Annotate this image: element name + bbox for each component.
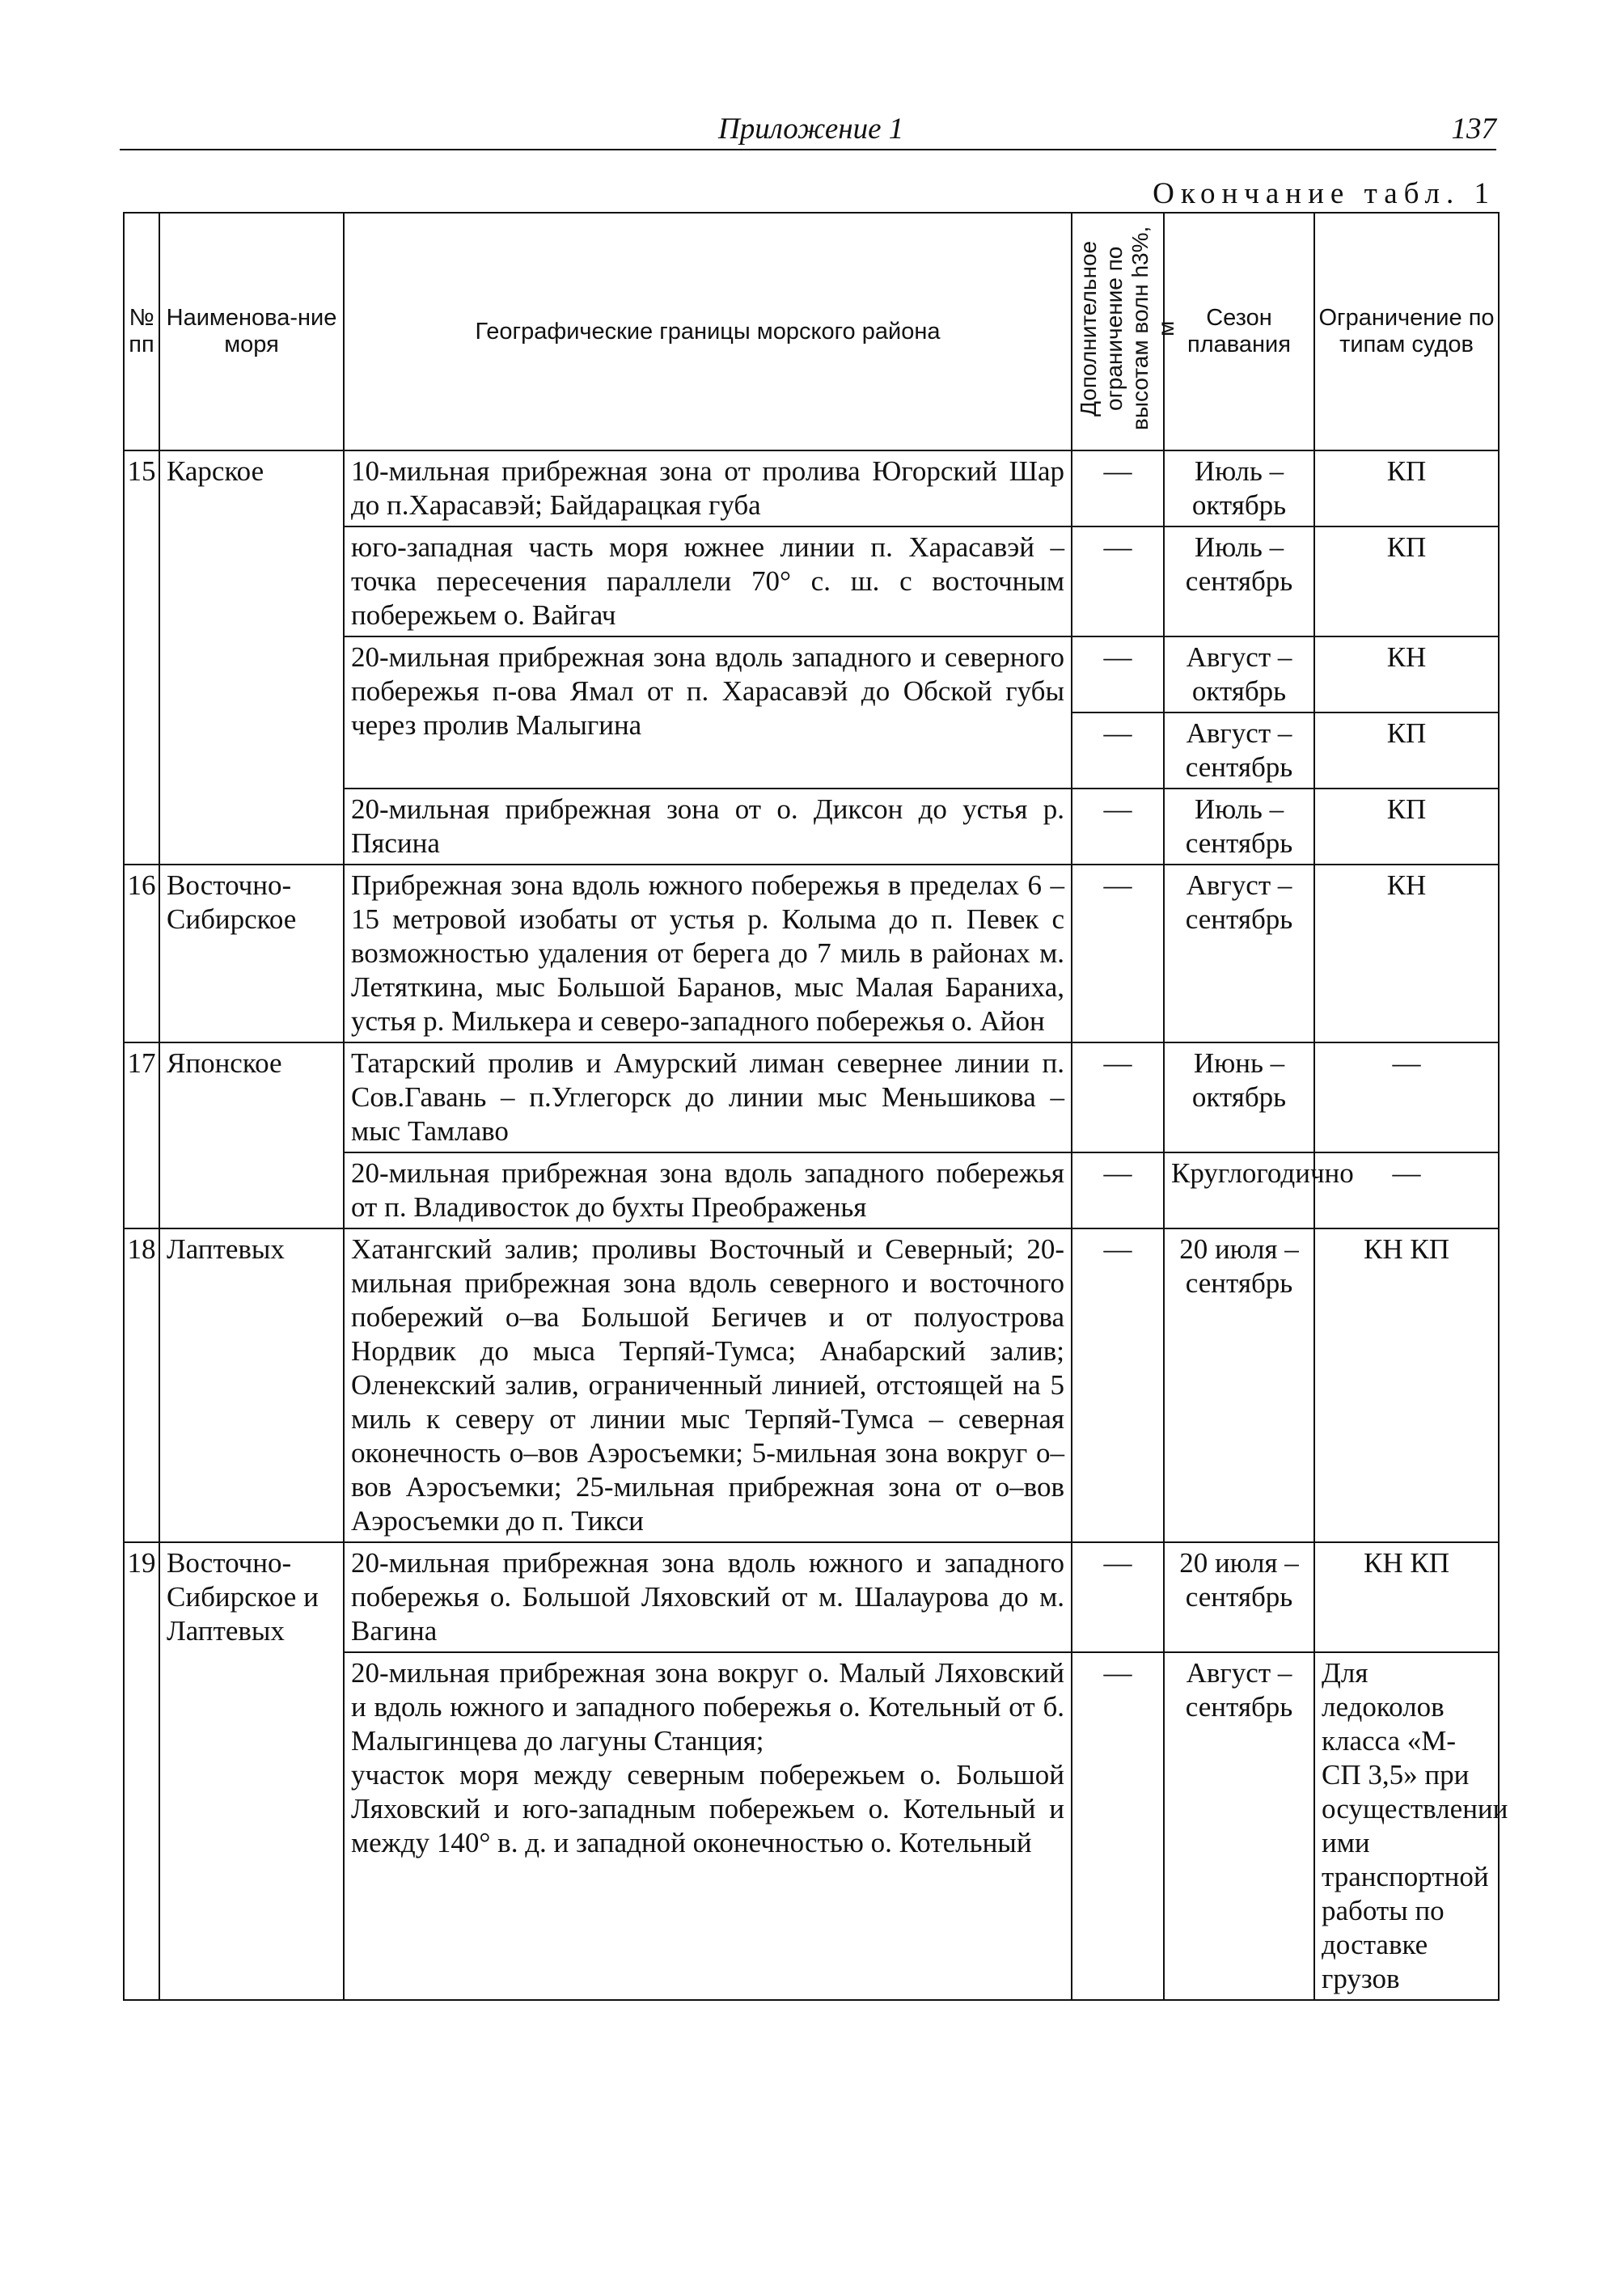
row-extra: — bbox=[1072, 1652, 1164, 2000]
row-extra: — bbox=[1072, 1542, 1164, 1652]
table-row bbox=[124, 1042, 1499, 1152]
row-vessel: КН КП bbox=[1314, 1542, 1499, 1652]
row-bounds: 20-мильная прибрежная зона вдоль южного и западного побережья о. Большой Ляховский от м. Шалаурова до м. Вагина bbox=[344, 1542, 1072, 1652]
row-bounds: 20-мильная прибрежная зона вдоль западного побережья от п. Владивосток до бухты Преображенья bbox=[344, 1152, 1072, 1228]
table-caption: Окончание табл. 1 bbox=[1153, 177, 1495, 210]
header-rule bbox=[120, 149, 1496, 150]
col-header-bounds: Географические границы морского района bbox=[344, 213, 1072, 450]
row-bounds: 10-мильная прибрежная зона от пролива Югорский Шар до п.Харасавэй; Байдарацкая губа bbox=[344, 450, 1072, 526]
col-header-vessel: Ограничение по типам судов bbox=[1314, 213, 1499, 450]
col-header-extra bbox=[1072, 213, 1178, 450]
row-bounds: Прибрежная зона вдоль южного побережья в пределах 6 – 15 метровой изобаты от устья р. Колыма до п. Певек с возможностью удаления от берега до 7 миль в районах м. Летяткина, мыс Большой Баранов, мыс Малая Бараниха, устья р. Милькера и северо-западного побережья о. Айон bbox=[344, 865, 1072, 1042]
row-bounds bbox=[344, 1652, 1072, 2000]
table-row bbox=[124, 1228, 1499, 1542]
table-row bbox=[124, 1542, 1499, 1652]
row-vessel: — bbox=[1314, 1042, 1499, 1152]
col-header-sea: Наименова-ние моря bbox=[159, 213, 344, 450]
header-title: Приложение 1 bbox=[718, 112, 904, 146]
sea-regions-table bbox=[123, 212, 1508, 2001]
col-header-extra-text: Дополнительное ограничение по высотам волн h3%, м bbox=[1076, 226, 1178, 431]
row-vessel: Для ледоколов класса «М-СП 3,5» при осуществлении ими транспортной работы по доставке грузов bbox=[1314, 1652, 1499, 2000]
row-bounds: Хатангский залив; проливы Восточный и Северный; 20-мильная прибрежная зона вдоль северного и восточного побережий о–ва Большой Бегичев и от полуострова Нордвик до мыса Терпяй-Тумса; Анабарский залив; Оленекский залив, ограниченный линией, отстоящей на 5 миль к северу от линии мыс Терпяй-Тумса – северная оконечность о–вов Аэросъемки; 5-мильная зона вокруг о–вов Аэросъемки; 25-мильная прибрежная зона от о–вов Аэросъемки до п. Тикси bbox=[344, 1228, 1072, 1542]
running-header bbox=[120, 112, 1496, 150]
row-season: Август – сентябрь bbox=[1164, 865, 1314, 1042]
row-season: Август – сентябрь bbox=[1164, 1652, 1314, 2000]
row-vessel: КН КП bbox=[1314, 1228, 1499, 1542]
row-sea: Восточно-Сибирское bbox=[159, 865, 344, 1042]
table-header-row bbox=[124, 213, 1499, 450]
row-season: Август – октябрь bbox=[1164, 636, 1314, 712]
row-bounds: Татарский пролив и Амурский лиман севернее линии п. Сов.Гавань – п.Углегорск до линии мыс Меньшикова – мыс Тамлаво bbox=[344, 1042, 1072, 1152]
row-season: Июль – октябрь bbox=[1164, 450, 1314, 526]
row-vessel: КП bbox=[1314, 450, 1499, 526]
row-num: 16 bbox=[124, 865, 159, 1042]
row-extra: — bbox=[1072, 636, 1164, 712]
row-extra: — bbox=[1072, 526, 1164, 636]
row-sea: Лаптевых bbox=[159, 1228, 344, 1542]
row-season: Июнь – октябрь bbox=[1164, 1042, 1314, 1152]
row-season: 20 июля – сентябрь bbox=[1164, 1542, 1314, 1652]
row-sea: Карское bbox=[159, 450, 344, 865]
row-bounds: 20-мильная прибрежная зона вдоль западного и северного побережья п-ова Ямал от п. Харасавэй до Обской губы через пролив Малыгина bbox=[344, 636, 1072, 789]
row-extra: — bbox=[1072, 865, 1164, 1042]
row-season: Август – сентябрь bbox=[1164, 712, 1314, 789]
row-season: Июль – сентябрь bbox=[1164, 789, 1314, 865]
row-season: 20 июля – сентябрь bbox=[1164, 1228, 1314, 1542]
row-bounds: юго-западная часть моря южнее линии п. Харасавэй – точка пересечения параллели 70° с. ш. с восточным побережьем о. Вайгач bbox=[344, 526, 1072, 636]
row-season: Круглогодично bbox=[1164, 1152, 1314, 1228]
row-vessel: — bbox=[1314, 1152, 1499, 1228]
row-season: Июль – сентябрь bbox=[1164, 526, 1314, 636]
row-extra: — bbox=[1072, 712, 1164, 789]
row-num: 19 bbox=[124, 1542, 159, 2000]
row-vessel: КН bbox=[1314, 636, 1499, 712]
row-vessel: КП bbox=[1314, 526, 1499, 636]
row-bounds-part: участок моря между северным побережьем о. Большой Ляховский и юго-западным побережьем о. Котельный и между 140° в. д. и западной оконечностью о. Котельный bbox=[351, 1759, 1064, 1858]
row-extra: — bbox=[1072, 1228, 1164, 1542]
table-row bbox=[124, 450, 1499, 526]
row-vessel: КН bbox=[1314, 865, 1499, 1042]
row-extra: — bbox=[1072, 789, 1164, 865]
table-row bbox=[124, 865, 1499, 1042]
row-num: 18 bbox=[124, 1228, 159, 1542]
row-vessel: КП bbox=[1314, 712, 1499, 789]
row-num: 17 bbox=[124, 1042, 159, 1228]
row-sea: Японское bbox=[159, 1042, 344, 1228]
row-vessel: КП bbox=[1314, 789, 1499, 865]
row-sea: Восточно-Сибирское и Лаптевых bbox=[159, 1542, 344, 2000]
row-bounds-part: 20-мильная прибрежная зона вокруг о. Малый Ляховский и вдоль южного и западного побережья о. Котельный от б. Малыгинцева до лагуны Станция; bbox=[351, 1657, 1064, 1757]
page-number: 137 bbox=[1451, 112, 1496, 146]
row-extra: — bbox=[1072, 1042, 1164, 1152]
row-bounds: 20-мильная прибрежная зона от о. Диксон до устья р. Пясина bbox=[344, 789, 1072, 865]
col-header-season: Сезон плавания bbox=[1164, 213, 1314, 450]
row-extra: — bbox=[1072, 1152, 1164, 1228]
col-header-num: № пп bbox=[124, 213, 159, 450]
row-num: 15 bbox=[124, 450, 159, 865]
row-extra: — bbox=[1072, 450, 1164, 526]
